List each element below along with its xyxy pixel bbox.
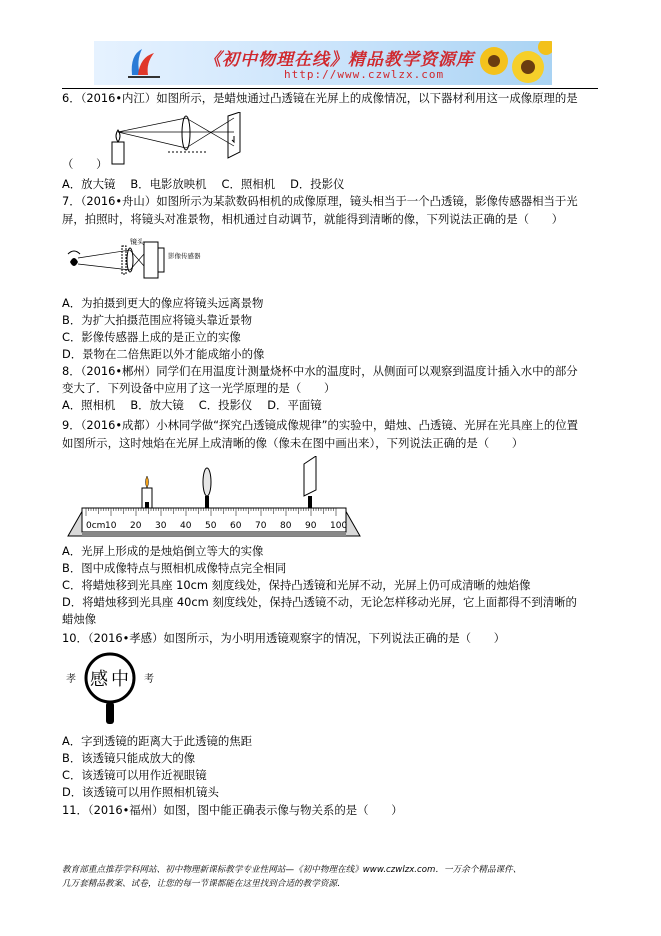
q7-sensor-label: 影像传感器 [168, 252, 201, 260]
q7-option-d[interactable]: D．景物在二倍焦距以外才能成缩小的像 [62, 347, 265, 361]
q7-lens-label: 镜头 [130, 238, 144, 246]
q9-flame-icon [146, 476, 149, 488]
q9-stem-line1: 9．（2016•成都）小林同学做“探究凸透镜成像规律”的实验中，蜡烛、凸透镜、光屏在光具座上的位置 [62, 418, 579, 432]
q10-option-a[interactable]: A．字到透镜的距离大于此透镜的焦距 [62, 734, 253, 748]
q8-options[interactable]: A．照相机 B．放大镜 C．投影仪 D．平面镜 [62, 398, 322, 412]
ruler-tick-label: 90 [305, 521, 317, 531]
ruler-tick-label: 50 [205, 521, 217, 531]
ruler-tick-label: 100 [330, 521, 348, 531]
q7-option-a[interactable]: A．为拍摄到更大的像应将镜头远离景物 [62, 296, 264, 310]
q9-stem-line2: 如图所示，这时烛焰在光屏上成清晰的像（像未在图中画出来），下列说法正确的是（ ） [62, 436, 524, 450]
q10-option-b[interactable]: B．该透镜只能成放大的像 [62, 751, 196, 765]
ruler-tick-label: 40 [180, 521, 192, 531]
q10-char-2: 中 [111, 669, 129, 690]
footer-line1: 教育部重点推荐学科网站、初中物理新课标教学专业性网站—《初中物理在线》www.czwlzx.com．一万余个精品课件、 [62, 865, 522, 875]
q6-options[interactable]: A．放大镜 B．电影放映机 C．照相机 D．投影仪 [62, 177, 345, 191]
ruler-tick-label: 30 [155, 521, 167, 531]
site-title: 《初中物理在线》精品教学资源库 [204, 50, 474, 70]
q10-magnifier-figure [64, 650, 160, 728]
q9-convex-lens [203, 468, 211, 496]
header-banner [94, 41, 552, 85]
q7-stem-line1: 7．（2016•舟山）如图所示为某款数码相机的成像原理，镜头相当于一个凸透镜，影像传感器相当于光 [62, 194, 578, 208]
q6-stem: 6．（2016•内江）如图所示，是蜡烛通过凸透镜在光屏上的成像情况，以下器材利用这一成像原理的是 [62, 91, 578, 105]
q7-option-c[interactable]: C．影像传感器上成的是正立的实像 [62, 330, 241, 344]
q10-stem: 10．（2016•孝感）如图所示，为小明用透镜观察字的情况，下列说法正确的是（ ） [62, 631, 506, 645]
ruler-tick-label: 20 [130, 521, 142, 531]
q9-option-d-line1[interactable]: D．将蜡烛移到光具座 40cm 刻度线处，保持凸透镜不动，无论怎样移动光屏，它上面都得不到清晰的 [62, 595, 577, 609]
footer-line2: 几万套精品教案、试卷，让您的每一节课都能在这里找到合适的教学资源． [62, 879, 346, 889]
q7-option-b[interactable]: B．为扩大拍摄范围应将镜头靠近景物 [62, 313, 253, 327]
site-url[interactable]: http://www.czwlzx.com [284, 68, 445, 81]
q10-right-char: 考 [144, 674, 154, 685]
q9-screen [304, 456, 316, 496]
q10-magnifier-handle [106, 702, 114, 724]
q10-left-char: 孝 [66, 674, 76, 685]
q9-option-d-line2: 蜡烛像 [62, 612, 97, 626]
q10-option-c[interactable]: C．该透镜可以用作近视眼镜 [62, 768, 207, 782]
sunflower-icon [472, 41, 552, 85]
q11-stem: 11．（2016•福州）如图，图中能正确表示像与物关系的是（ ） [62, 803, 403, 817]
q10-option-d[interactable]: D．该透镜可以用作照相机镜头 [62, 785, 219, 799]
q7-figure [64, 236, 214, 282]
q9-optical-bench-figure [66, 456, 362, 540]
header-rule [62, 88, 598, 89]
site-logo-icon [126, 45, 162, 81]
q6-figure [108, 112, 250, 168]
q9-option-b[interactable]: B．图中成像特点与照相机成像特点完全相同 [62, 561, 287, 575]
q10-char-1: 感 [90, 669, 108, 690]
ruler-tick-label: 60 [230, 521, 242, 531]
q8-stem-line1: 8．（2016•郴州）同学们在用温度计测量烧杯中水的温度时，从侧面可以观察到温度计插入水中的部分 [62, 364, 578, 378]
ruler-tick-label: 0cm [86, 521, 106, 531]
q6-blank: （ ） [62, 157, 108, 171]
q9-option-a[interactable]: A．光屏上形成的是烛焰倒立等大的实像 [62, 544, 264, 558]
ruler-tick-label: 10 [105, 521, 117, 531]
ruler-tick-label: 80 [280, 521, 292, 531]
q7-stem-line2: 屏，拍照时，将镜头对准景物，相机通过自动调节，就能得到清晰的像，下列说法正确的是（ ） [62, 212, 564, 226]
ruler-tick-label: 70 [255, 521, 267, 531]
q9-option-c[interactable]: C．将蜡烛移到光具座 10cm 刻度线处，保持凸透镜和光屏不动，光屏上仍可成清晰的烛焰像 [62, 578, 531, 592]
q8-stem-line2: 变大了．下列设备中应用了这一光学原理的是（ ） [62, 381, 336, 395]
